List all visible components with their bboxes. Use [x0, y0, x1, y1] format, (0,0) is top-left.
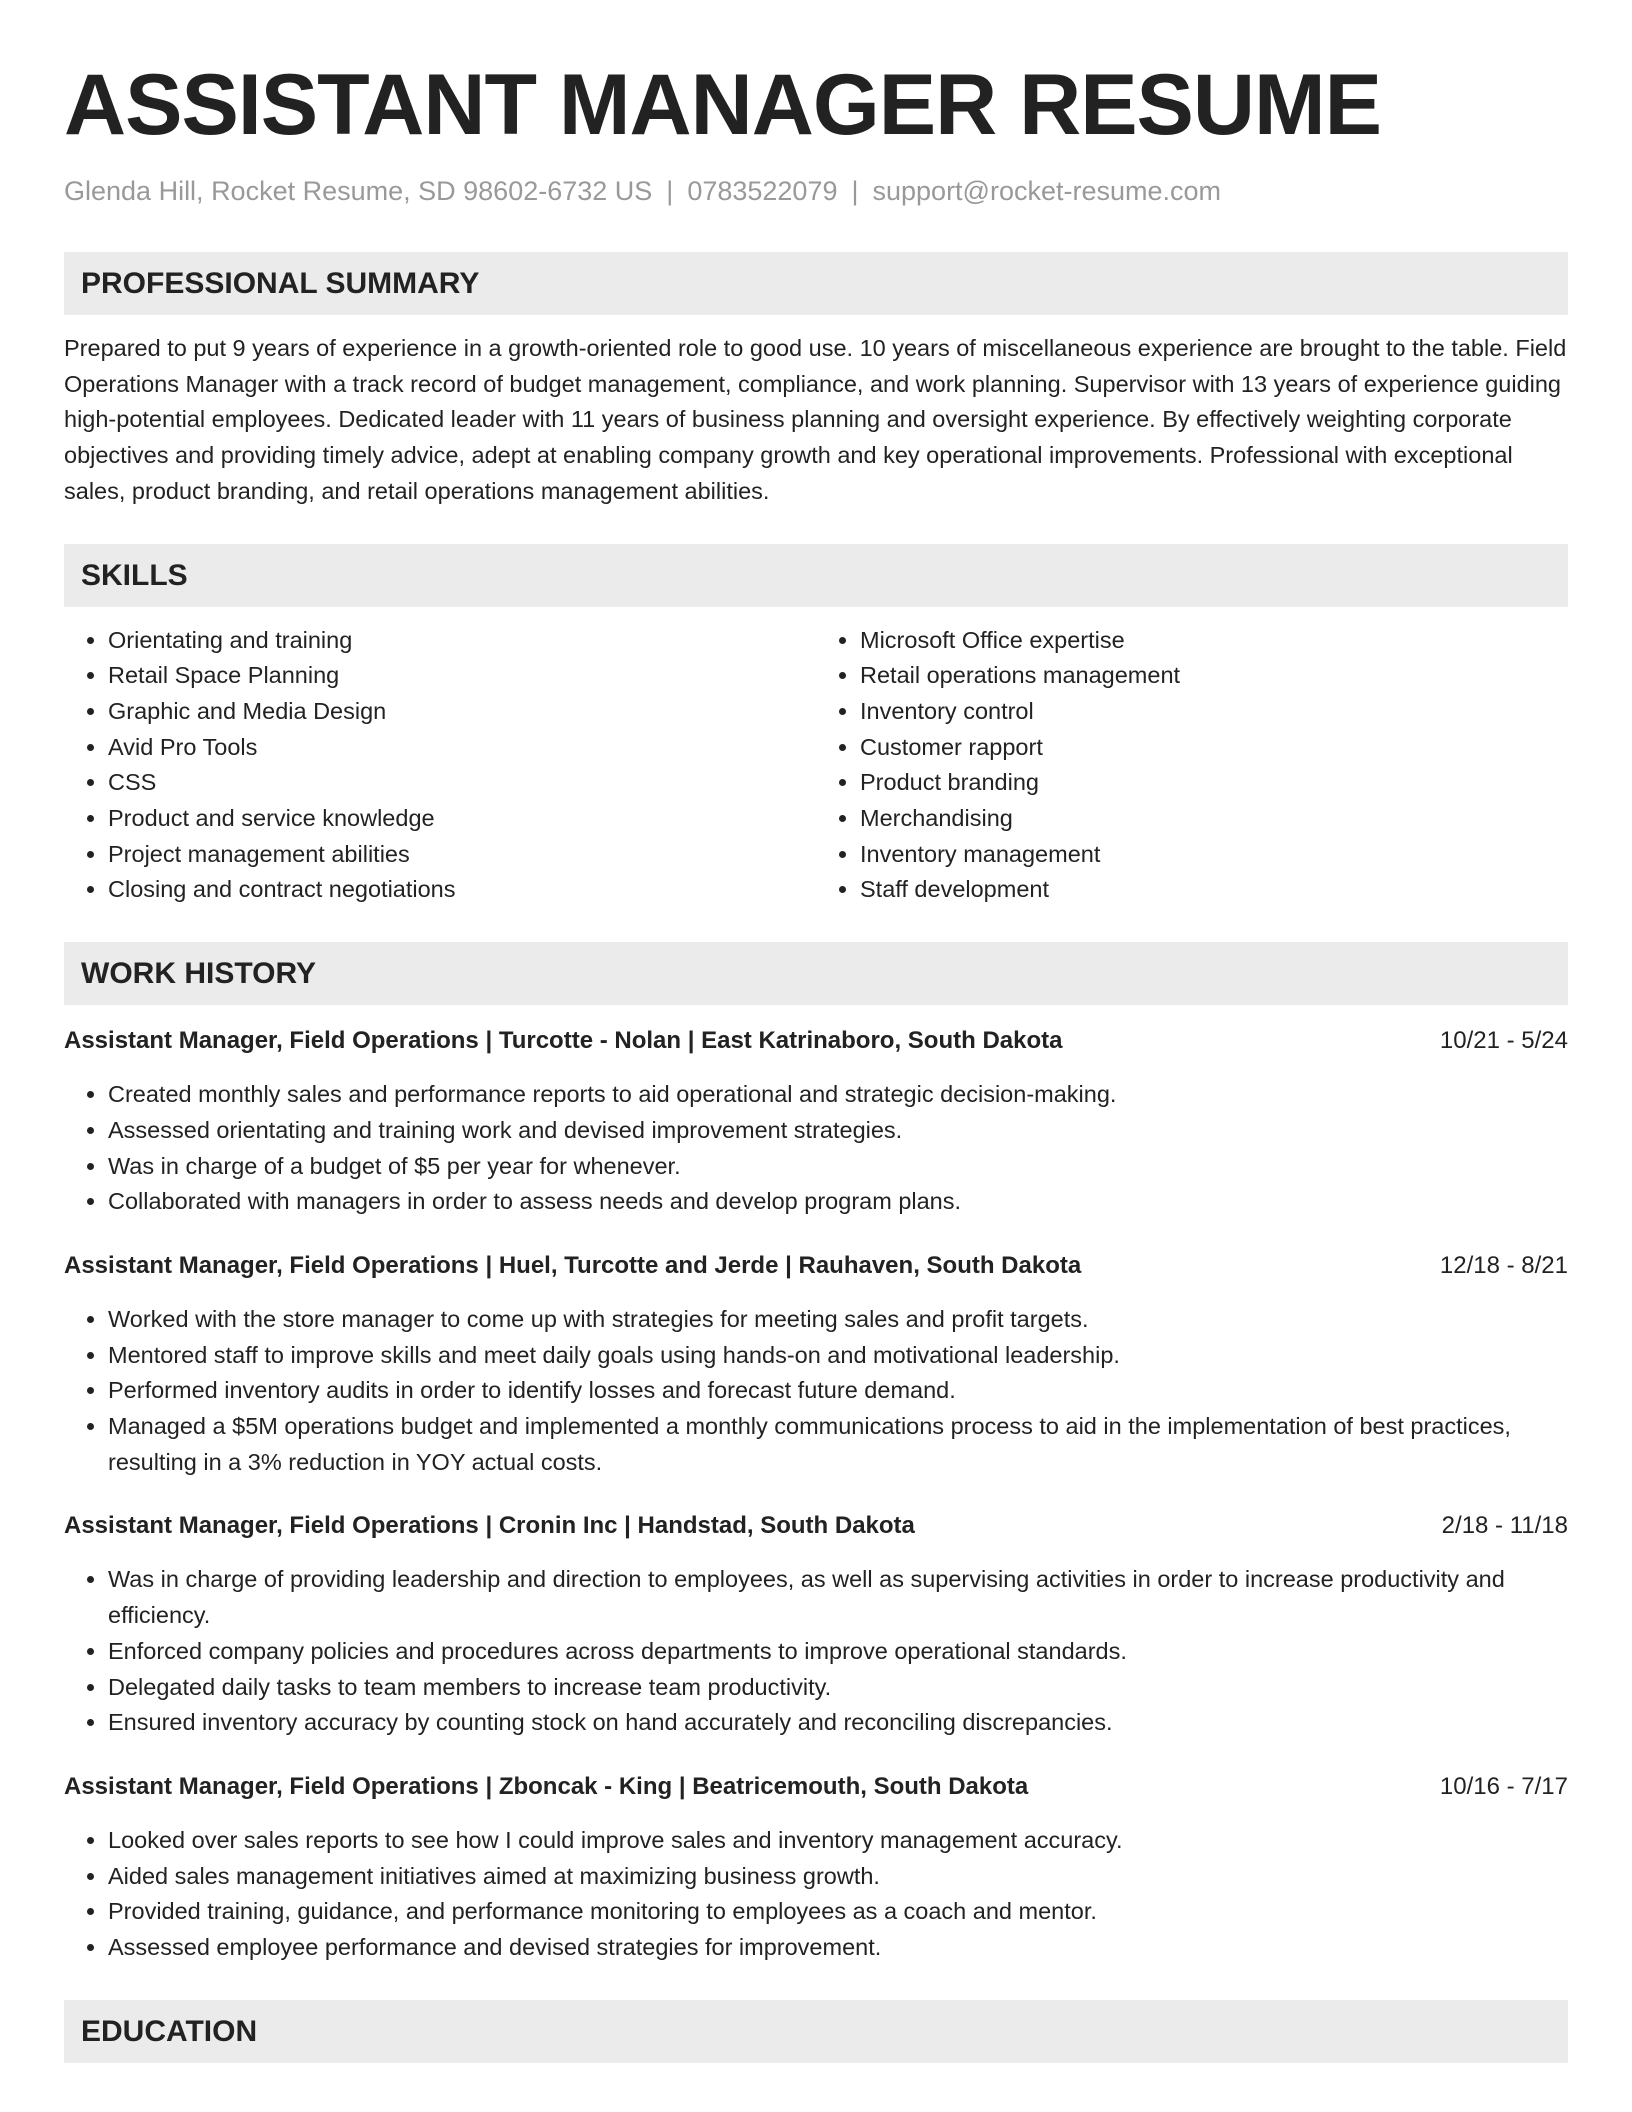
contact-address: Glenda Hill, Rocket Resume, SD 98602-6732 US	[64, 176, 653, 206]
job-title: Assistant Manager, Field Operations | Zboncak - King | Beatricemouth, South Dakota	[64, 1772, 1029, 1800]
summary-text: Prepared to put 9 years of experience in a growth-oriented role to good use. 10 years of miscellaneous experience are brought to the table. Field Operations Manager with a track record of budget management, compliance, and work planning. Supervisor with 13 years of experience guiding high-potential employees. Dedicated leader with 11 years of business planning and oversight experience. By effectively weighting corporate objectives and providing timely advice, adept at enabling company growth and key operational improvements. Professional with exceptional sales, product branding, and retail operations management abilities.	[64, 335, 1567, 504]
job-dates: 10/21 - 5/24	[1439, 1027, 1568, 1055]
skills-column-left	[64, 623, 816, 909]
skill-item: • Graphic and Media Design	[108, 694, 816, 730]
job-title: Assistant Manager, Field Operations | Huel, Turcotte and Jerde | Rauhaven, South Dakota	[64, 1251, 1082, 1279]
resume-title: ASSISTANT MANAGER RESUME	[64, 57, 1382, 153]
job-header	[64, 1508, 1568, 1544]
job-bullet: • Collaborated with managers in order to assess needs and develop program plans.	[108, 1184, 1568, 1220]
job-entry	[64, 1508, 1568, 1741]
job-bullet: • Mentored staff to improve skills and meet daily goals using hands-on and motivational leadership.	[108, 1338, 1568, 1374]
skill-item: • Retail Space Planning	[108, 658, 816, 694]
skill-item: • Staff development	[860, 872, 1568, 908]
job-bullet: • Ensured inventory accuracy by counting stock on hand accurately and reconciling discrepancies.	[108, 1705, 1568, 1741]
skill-item: • Retail operations management	[860, 658, 1568, 694]
job-title: Assistant Manager, Field Operations | Turcotte - Nolan | East Katrinaboro, South Dakota	[64, 1027, 1063, 1055]
skill-item: • Inventory control	[860, 694, 1568, 730]
job-title: Assistant Manager, Field Operations | Cronin Inc | Handstad, South Dakota	[64, 1512, 915, 1540]
job-dates: 2/18 - 11/18	[1441, 1512, 1568, 1540]
skill-item: • Customer rapport	[860, 730, 1568, 766]
job-entry	[64, 1023, 1568, 1220]
skill-item: • Merchandising	[860, 801, 1568, 837]
skill-item: • Closing and contract negotiations	[108, 872, 816, 908]
job-bullets	[64, 1823, 1568, 1966]
contact-separator: |	[666, 176, 674, 206]
section-heading-education: EDUCATION	[64, 2000, 1568, 2063]
job-header	[64, 1769, 1568, 1805]
contact-phone: 0783522079	[687, 176, 838, 206]
skill-item: • Product and service knowledge	[108, 801, 816, 837]
job-bullet: • Delegated daily tasks to team members to increase team productivity.	[108, 1670, 1568, 1706]
job-bullet: • Assessed orientating and training work and devised improvement strategies.	[108, 1113, 1568, 1149]
section-heading-work-history: WORK HISTORY	[64, 942, 1568, 1005]
contact-email: support@rocket-resume.com	[872, 176, 1222, 206]
section-heading-summary: PROFESSIONAL SUMMARY	[64, 252, 1568, 315]
job-bullet: • Aided sales management initiatives aimed at maximizing business growth.	[108, 1859, 1568, 1895]
job-bullet: • Worked with the store manager to come up with strategies for meeting sales and profit targets.	[108, 1302, 1568, 1338]
job-bullets	[64, 1077, 1568, 1220]
skill-item: • Microsoft Office expertise	[860, 623, 1568, 659]
job-dates: 12/18 - 8/21	[1439, 1251, 1568, 1279]
job-entry	[64, 1248, 1568, 1481]
skill-item: • Product branding	[860, 765, 1568, 801]
skill-item: • Avid Pro Tools	[108, 730, 816, 766]
job-header	[64, 1248, 1568, 1284]
contact-separator: |	[851, 176, 859, 206]
skill-item: • Inventory management	[860, 837, 1568, 873]
skills-list	[64, 623, 1568, 909]
job-entry	[64, 1769, 1568, 1966]
job-bullet: • Performed inventory audits in order to identify losses and forecast future demand.	[108, 1373, 1568, 1409]
job-bullets	[64, 1562, 1568, 1741]
section-heading-skills: SKILLS	[64, 544, 1568, 607]
job-bullet: • Was in charge of a budget of $5 per year for whenever.	[108, 1149, 1568, 1185]
job-bullet: • Provided training, guidance, and performance monitoring to employees as a coach and mentor.	[108, 1894, 1568, 1930]
contact-line	[64, 173, 1568, 209]
job-bullet: • Assessed employee performance and devised strategies for improvement.	[108, 1930, 1568, 1966]
skill-item: • Project management abilities	[108, 837, 816, 873]
job-bullet: • Managed a $5M operations budget and implemented a monthly communications process to aid in the implementation of best practices, resulting in a 3% reduction in YOY actual costs.	[108, 1409, 1568, 1480]
job-bullet: • Created monthly sales and performance reports to aid operational and strategic decision-making.	[108, 1077, 1568, 1113]
job-header	[64, 1023, 1568, 1059]
job-bullet: • Was in charge of providing leadership and direction to employees, as well as supervising activities in order to increase productivity and efficiency.	[108, 1562, 1568, 1633]
job-bullet: • Enforced company policies and procedures across departments to improve operational standards.	[108, 1634, 1568, 1670]
skill-item: • CSS	[108, 765, 816, 801]
job-bullets	[64, 1302, 1568, 1481]
skills-column-right	[816, 623, 1568, 909]
skill-item: • Orientating and training	[108, 623, 816, 659]
job-dates: 10/16 - 7/17	[1439, 1772, 1568, 1800]
job-bullet: • Looked over sales reports to see how I could improve sales and inventory management accuracy.	[108, 1823, 1568, 1859]
